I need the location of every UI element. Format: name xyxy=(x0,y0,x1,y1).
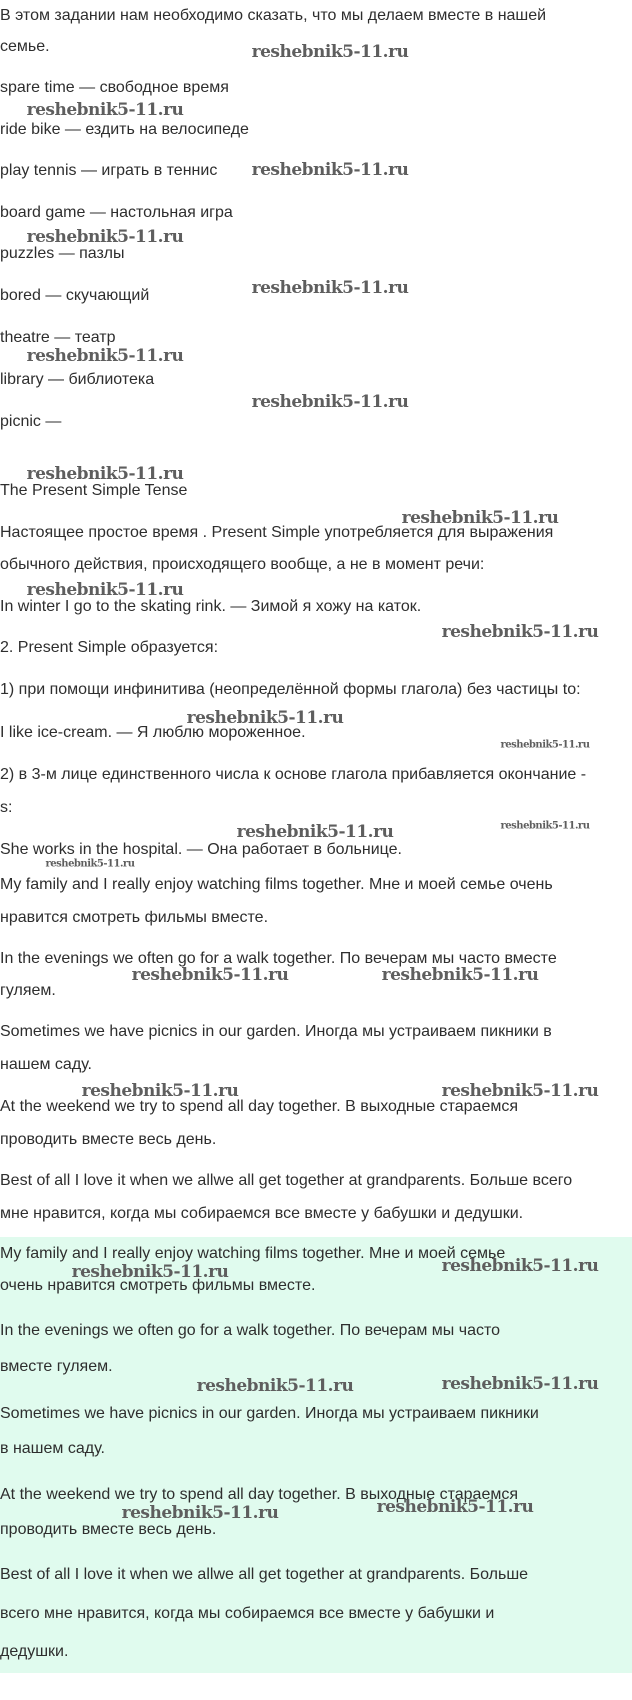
watermark: reshebnik5-11.ru xyxy=(401,508,559,528)
text-line: в нашем саду. xyxy=(0,1440,105,1457)
watermark: reshebnik5-11.ru xyxy=(131,965,289,985)
watermark: reshebnik5-11.ru xyxy=(121,1503,279,1523)
text-line: My family and I really enjoy watching films together. Мне и моей семье xyxy=(0,1245,506,1262)
watermark: reshebnik5-11.ru xyxy=(500,820,590,832)
text-line: гуляем. xyxy=(0,982,56,999)
text-line: In the evenings we often go for a walk together. По вечерам мы часто xyxy=(0,1322,501,1339)
watermark: reshebnik5-11.ru xyxy=(500,739,590,751)
text-line: 2) в 3-м лице единственного числа к основе глагола прибавляется окончание - xyxy=(0,766,587,783)
text-line: bored — скучающий xyxy=(0,287,150,304)
text-line: Sometimes we have picnics in our garden. Иногда мы устраиваем пикники в xyxy=(0,1023,552,1040)
text-line: At the weekend we try to spend all day together. В выходные стараемся xyxy=(0,1098,519,1115)
text-line: проводить вместе весь день. xyxy=(0,1131,217,1148)
text-line: всего мне нравится, когда мы собираемся все вместе у бабушки и xyxy=(0,1605,495,1622)
text-line: семье. xyxy=(0,38,50,55)
text-line: picnic — xyxy=(0,413,62,430)
watermark: reshebnik5-11.ru xyxy=(26,580,184,600)
text-line: spare time — свободное время xyxy=(0,79,229,96)
watermark: reshebnik5-11.ru xyxy=(441,622,599,642)
text-line: play tennis — играть в теннис xyxy=(0,162,218,179)
watermark: reshebnik5-11.ru xyxy=(71,1262,229,1282)
text-line: очень нравится смотреть фильмы вместе. xyxy=(0,1277,316,1294)
text-line: puzzles — пазлы xyxy=(0,245,125,262)
text-line: I like ice-cream. — Я люблю мороженное. xyxy=(0,724,306,741)
text-line: My family and I really enjoy watching films together. Мне и моей семье очень xyxy=(0,876,553,893)
text-line: проводить вместе весь день. xyxy=(0,1521,217,1538)
watermark: reshebnik5-11.ru xyxy=(251,278,409,298)
text-line: мне нравится, когда мы собираемся все вместе у бабушки и дедушки. xyxy=(0,1205,524,1222)
text-line: library — библиотека xyxy=(0,371,155,388)
text-line: 1) при помощи инфинитива (неопределённой формы глагола) без частицы to: xyxy=(0,681,581,698)
watermark: reshebnik5-11.ru xyxy=(441,1081,599,1101)
text-line: В этом задании нам необходимо сказать, что мы делаем вместе в нашей xyxy=(0,7,547,24)
watermark: reshebnik5-11.ru xyxy=(251,42,409,62)
text-line: At the weekend we try to spend all day together. В выходные стараемся xyxy=(0,1486,519,1503)
text-line: Sometimes we have picnics in our garden. Иногда мы устраиваем пикники xyxy=(0,1405,539,1422)
text-line: Best of all I love it when we allwe all get together at grandparents. Больше xyxy=(0,1566,529,1583)
text-line: In winter I go to the skating rink. — Зимой я хожу на каток. xyxy=(0,598,422,615)
text-line: обычного действия, происходящего вообще, а не в момент речи: xyxy=(0,556,485,573)
watermark: reshebnik5-11.ru xyxy=(236,822,394,842)
section-heading: The Present Simple Tense xyxy=(0,482,188,499)
text-line: In the evenings we often go for a walk together. По вечерам мы часто вместе xyxy=(0,950,557,967)
text-line: s: xyxy=(0,799,13,816)
watermark: reshebnik5-11.ru xyxy=(45,858,135,870)
watermark: reshebnik5-11.ru xyxy=(81,1081,239,1101)
watermark: reshebnik5-11.ru xyxy=(441,1256,599,1276)
text-line: вместе гуляем. xyxy=(0,1358,113,1375)
text-line: theatre — театр xyxy=(0,329,116,346)
watermark: reshebnik5-11.ru xyxy=(186,708,344,728)
text-line: нашем саду. xyxy=(0,1056,92,1073)
watermark: reshebnik5-11.ru xyxy=(381,965,539,985)
text-line: Настоящее простое время . Present Simple употребляется для выражения xyxy=(0,524,554,541)
text-line: ride bike — ездить на велосипеде xyxy=(0,121,249,138)
watermark: reshebnik5-11.ru xyxy=(26,227,184,247)
watermark: reshebnik5-11.ru xyxy=(26,100,184,120)
watermark: reshebnik5-11.ru xyxy=(26,464,184,484)
text-line: нравится смотреть фильмы вместе. xyxy=(0,909,269,926)
watermark: reshebnik5-11.ru xyxy=(251,392,409,412)
text-line: дедушки. xyxy=(0,1643,69,1660)
text-line: 2. Present Simple образуется: xyxy=(0,639,219,656)
watermark: reshebnik5-11.ru xyxy=(376,1497,534,1517)
watermark: reshebnik5-11.ru xyxy=(441,1374,599,1394)
text-line: board game — настольная игра xyxy=(0,204,233,221)
watermark: reshebnik5-11.ru xyxy=(196,1376,354,1396)
watermark: reshebnik5-11.ru xyxy=(251,160,409,180)
text-line: She works in the hospital. — Она работает в больнице. xyxy=(0,841,402,858)
text-line: Best of all I love it when we allwe all get together at grandparents. Больше всего xyxy=(0,1172,573,1189)
watermark: reshebnik5-11.ru xyxy=(26,346,184,366)
